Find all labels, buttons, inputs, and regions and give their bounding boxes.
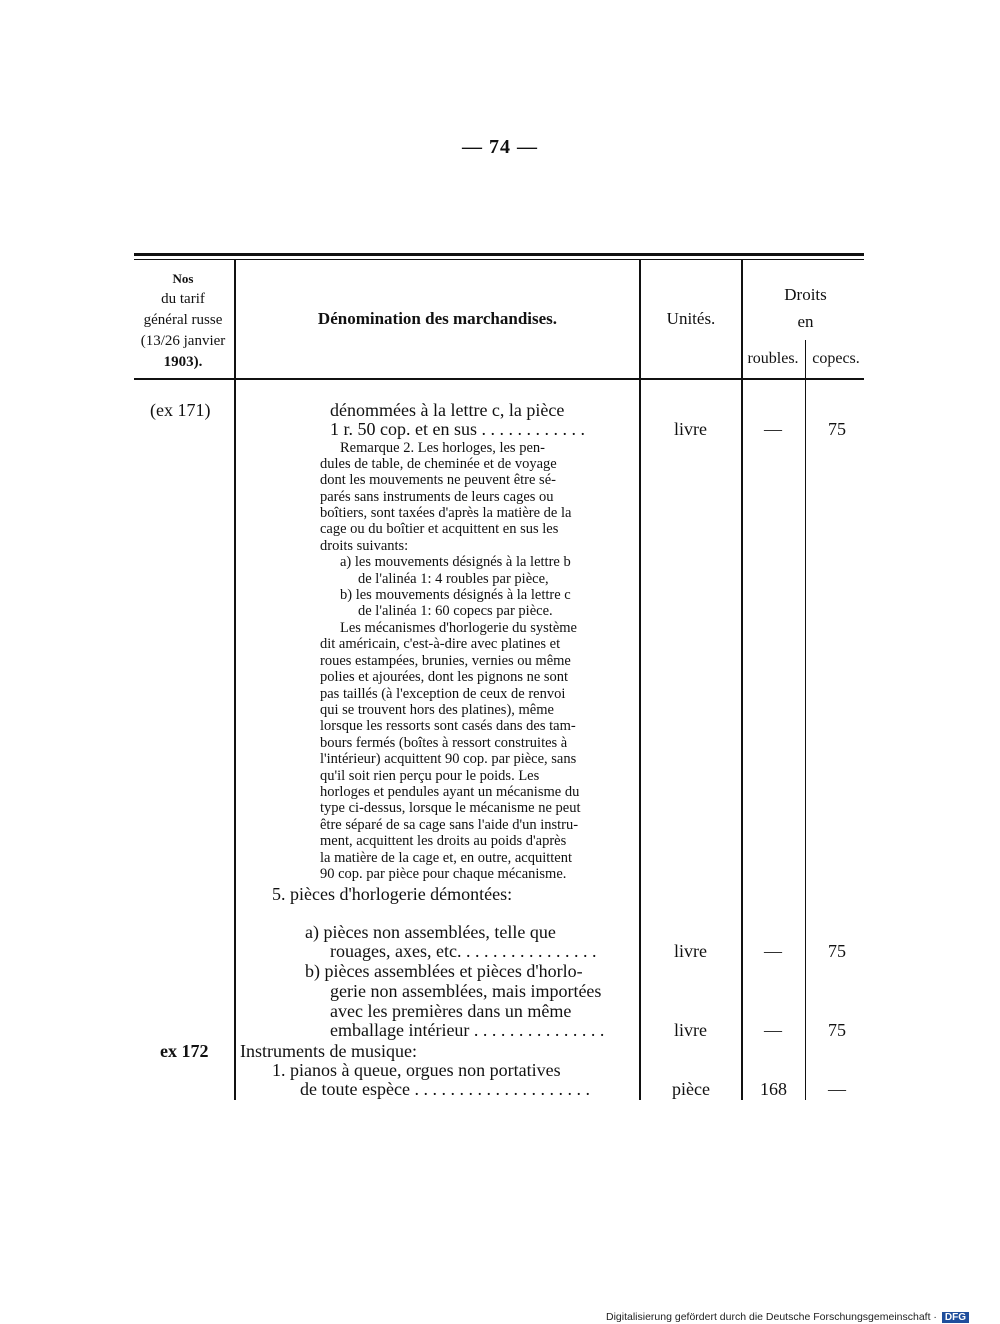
header-col-roubles: roubles. xyxy=(747,350,799,367)
text-line: gerie non assemblées, mais importées xyxy=(330,981,602,1001)
remark-line: dules de table, de cheminée et de voyage xyxy=(320,456,557,472)
text-line: rouages, axes, etc. . . . . . . . . . . . . . . . xyxy=(330,941,597,961)
remark-line: a) les mouvements désignés à la lettre b xyxy=(340,554,571,570)
text-line: emballage intérieur . . . . . . . . . . . . . . . xyxy=(330,1020,605,1040)
header-col-tarif-line: du tarif xyxy=(161,291,205,307)
remark-line: ment, acquittent les droits au poids d'après xyxy=(320,833,567,849)
footer-text: Digitalisierung gefördert durch die Deutsche Forschungsgemeinschaft xyxy=(606,1311,931,1323)
remark-line: parés sans instruments de leurs cages ou xyxy=(320,489,554,505)
remark-line: 90 cop. par pièce pour chaque mécanisme. xyxy=(320,866,567,882)
remark-line: dit américain, c'est-à-dire avec platines et xyxy=(320,636,561,652)
header-col-tarif xyxy=(134,268,232,373)
unit-cell: livre xyxy=(674,419,707,439)
header-col-tarif-line: Nos xyxy=(172,271,194,286)
remark-line: boîtiers, sont taxées d'après la matière de la xyxy=(320,505,572,521)
remark-line: droits suivants: xyxy=(320,538,409,554)
text-line: 1 r. 50 cop. et en sus . . . . . . . . . . . . xyxy=(330,419,585,439)
remark-line: de l'alinéa 1: 60 copecs par pièce. xyxy=(358,603,553,619)
text-line: a) pièces non assemblées, telle que xyxy=(305,922,556,942)
remark-line: horloges et pendules ayant un mécanisme du xyxy=(320,784,580,800)
remark-line: l'intérieur) acquittent 90 cop. par pièce, sans xyxy=(320,751,577,767)
header-col-droits-en: en xyxy=(797,312,814,331)
text-line: 5. pièces d'horlogerie démontées: xyxy=(272,884,513,904)
text-line: Instruments de musique: xyxy=(240,1041,417,1061)
header-col-tarif-line: 1903). xyxy=(163,354,203,370)
roubles-cell: — xyxy=(764,419,782,439)
remark-line: Les mécanismes d'horlogerie du système xyxy=(340,620,577,636)
header-col-tarif-line: (13/26 janvier xyxy=(140,333,226,349)
header-col-tarif-line: général russe xyxy=(143,312,223,328)
col-divider-2 xyxy=(639,260,641,1100)
col-divider-3 xyxy=(741,260,743,1100)
header-col-denomination: Dénomination des marchandises. xyxy=(317,309,558,328)
remark-line: lorsque les ressorts sont casés dans des tam- xyxy=(320,718,576,734)
text-line: avec les premières dans un même xyxy=(330,1001,572,1021)
roubles-cell: — xyxy=(764,1020,782,1040)
remark-line: pas taillés (à l'exception de ceux de renvoi xyxy=(320,686,566,702)
text-line: 1. pianos à queue, orgues non portatives xyxy=(272,1060,561,1080)
remark-line: être séparé de sa cage sans l'aide d'un instru- xyxy=(320,817,579,833)
table-top-rule-thin xyxy=(134,259,864,260)
remark-line: roues estampées, brunies, vernies ou même xyxy=(320,653,571,669)
remark-line: bours fermés (boîtes à ressort construites à xyxy=(320,735,568,751)
unit-cell: livre xyxy=(674,1020,707,1040)
header-col-unites: Unités. xyxy=(666,309,716,328)
table-top-rule-thick xyxy=(134,253,864,256)
copecs-cell: 75 xyxy=(828,419,846,439)
page-number: — 74 — xyxy=(462,136,538,158)
roubles-cell: — xyxy=(764,941,782,961)
copecs-cell: 75 xyxy=(828,941,846,961)
copecs-cell: 75 xyxy=(828,1020,846,1040)
remark-line: la matière de la cage et, en outre, acquittent xyxy=(320,850,573,866)
remark-line: Remarque 2. Les horloges, les pen- xyxy=(340,440,545,456)
remark-line: cage ou du boîtier et acquittent en sus les xyxy=(320,521,559,537)
roubles-cell: 168 xyxy=(760,1079,787,1099)
digitization-footer: Digitalisierung gefördert durch die Deutsche Forschungsgemeinschaft · DFG xyxy=(606,1311,969,1323)
remark-line: b) les mouvements désignés à la lettre c xyxy=(340,587,571,603)
tarif-ref: ex 172 xyxy=(160,1041,209,1061)
text-line: b) pièces assemblées et pièces d'horlo- xyxy=(305,961,583,981)
remark-line: de l'alinéa 1: 4 roubles par pièce, xyxy=(358,571,549,587)
remark-line: polies et ajourées, dont les pignons ne sont xyxy=(320,669,569,685)
copecs-cell: — xyxy=(828,1079,846,1099)
remark-line: type ci-dessus, lorsque le mécanisme ne peut xyxy=(320,800,581,816)
remark-line: dont les mouvements ne peuvent être sé- xyxy=(320,472,556,488)
text-line: de toute espèce . . . . . . . . . . . . . . . . . . . . xyxy=(300,1079,590,1099)
unit-cell: pièce xyxy=(672,1079,710,1099)
text-line: dénommées à la lettre c, la pièce xyxy=(330,400,565,420)
tarif-ref: (ex 171) xyxy=(150,400,211,420)
unit-cell: livre xyxy=(674,941,707,961)
header-col-copecs: copecs. xyxy=(812,350,860,367)
table-header-rule xyxy=(134,378,864,380)
dfg-logo: DFG xyxy=(942,1312,969,1323)
remark-line: qu'il soit rien perçu pour le poids. Les xyxy=(320,768,540,784)
col-divider-1 xyxy=(234,260,236,1100)
col-divider-4 xyxy=(805,340,806,1100)
header-col-droits: Droits xyxy=(784,285,827,304)
remark-line: qui se trouvent hors des platines), même xyxy=(320,702,554,718)
